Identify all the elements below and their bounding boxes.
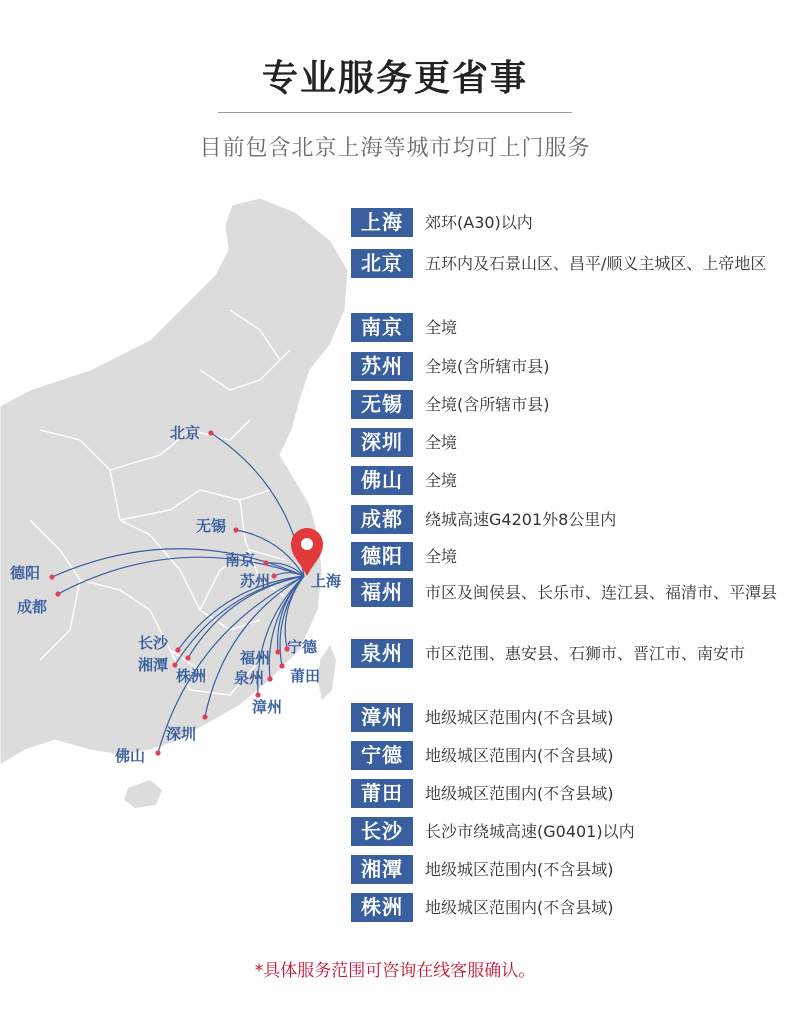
service-range: 长沙市绕城高速(G0401)以内 — [425, 822, 635, 841]
city-dot — [263, 560, 268, 565]
city-tag: 无锡 — [351, 390, 413, 419]
service-range: 地级城区范围内(不含县域) — [425, 746, 614, 765]
city-dot — [271, 573, 276, 578]
city-tag: 深圳 — [351, 428, 413, 457]
service-range: 地级城区范围内(不含县域) — [425, 898, 614, 917]
city-label: 深圳 — [166, 725, 197, 743]
page-subtitle: 目前包含北京上海等城市均可上门服务 — [199, 136, 591, 161]
city-label: 成都 — [17, 598, 48, 616]
service-range: 郊环(A30)以内 — [425, 213, 533, 232]
page-title: 专业服务更省事 — [261, 58, 528, 99]
city-tag: 上海 — [351, 208, 413, 237]
city-label: 长沙 — [138, 634, 169, 652]
city-tag: 德阳 — [351, 542, 413, 571]
service-range: 地级城区范围内(不含县域) — [425, 784, 614, 803]
city-label: 漳州 — [252, 698, 283, 716]
city-tag: 湘潭 — [351, 855, 413, 884]
city-label: 佛山 — [115, 747, 146, 765]
service-range: 全境 — [425, 318, 458, 337]
service-range: 全境 — [425, 547, 458, 566]
service-range: 全境 — [425, 433, 458, 452]
city-label: 无锡 — [196, 517, 227, 535]
city-dot — [55, 591, 60, 596]
city-tag: 泉州 — [351, 639, 413, 668]
city-dot — [208, 430, 213, 435]
title-divider — [218, 112, 572, 113]
service-range: 五环内及石景山区、昌平/顺义主城区、上帝地区 — [425, 254, 767, 273]
city-dot — [275, 649, 280, 654]
city-tag: 宁德 — [351, 741, 413, 770]
service-range: 市区及闽侯县、长乐市、连江县、福清市、平潭县 — [425, 583, 778, 602]
service-range: 全境(含所辖市县) — [425, 395, 550, 414]
city-dot — [185, 655, 190, 660]
city-label: 泉州 — [234, 669, 265, 687]
city-dot — [175, 647, 180, 652]
city-label: 莆田 — [290, 667, 321, 685]
taiwan-island — [318, 645, 336, 700]
city-tag: 成都 — [351, 505, 413, 534]
hainan-island — [124, 780, 162, 808]
city-tag: 长沙 — [351, 817, 413, 846]
city-label: 北京 — [170, 424, 201, 442]
city-dot — [202, 714, 207, 719]
city-label: 株洲 — [176, 667, 207, 685]
city-tag: 佛山 — [351, 466, 413, 495]
city-tag: 漳州 — [351, 703, 413, 732]
service-range: 绕城高速G4201外8公里内 — [425, 510, 617, 529]
city-label: 苏州 — [240, 572, 271, 590]
city-tag: 株洲 — [351, 893, 413, 922]
service-range: 地级城区范围内(不含县域) — [425, 860, 614, 879]
city-tag: 南京 — [351, 313, 413, 342]
service-map — [0, 190, 360, 830]
footnote: *具体服务范围可咨询在线客服确认。 — [254, 961, 536, 981]
city-label: 湘潭 — [138, 656, 169, 674]
service-range: 全境(含所辖市县) — [425, 357, 550, 376]
city-dot — [49, 574, 54, 579]
city-tag: 莆田 — [351, 779, 413, 808]
city-dot — [279, 663, 284, 668]
hub-label: 上海 — [311, 572, 342, 590]
city-tag: 福州 — [351, 578, 413, 607]
city-label: 德阳 — [10, 564, 41, 582]
city-tag: 北京 — [351, 249, 413, 278]
service-range: 地级城区范围内(不含县域) — [425, 708, 614, 727]
city-dot — [233, 527, 238, 532]
city-dot — [267, 676, 272, 681]
city-tag: 苏州 — [351, 352, 413, 381]
service-range: 市区范围、惠安县、石狮市、晋江市、南安市 — [425, 644, 746, 663]
city-label: 南京 — [225, 551, 256, 569]
city-dot — [255, 692, 260, 697]
service-range: 全境 — [425, 471, 458, 490]
city-dot — [155, 750, 160, 755]
city-label: 福州 — [240, 649, 271, 667]
city-label: 宁德 — [287, 638, 318, 656]
